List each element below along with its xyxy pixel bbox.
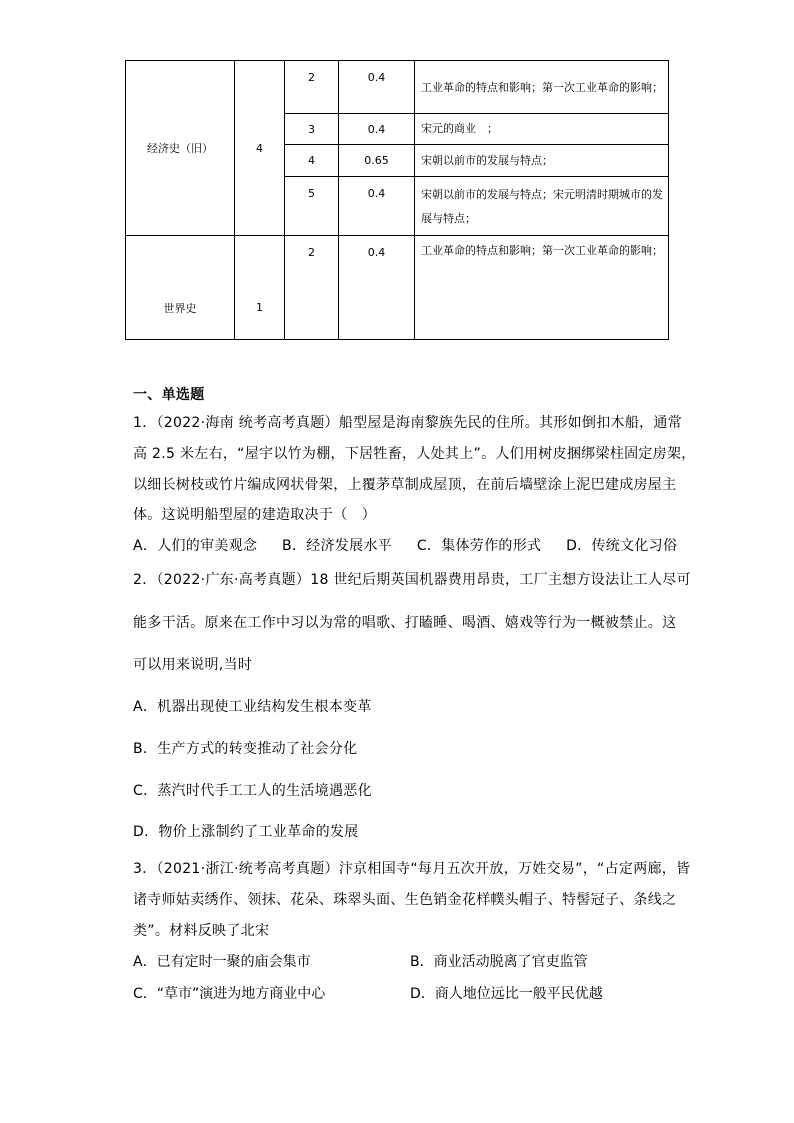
question-line: 类”。材料反映了北宋 <box>133 923 270 939</box>
option-d[interactable]: D．商人地位远比一般平民优越 <box>410 986 603 1002</box>
topic-cell: 宋朝以前市的发展与特点； <box>415 145 669 177</box>
score-cell: 0.4 <box>339 61 415 114</box>
num-cell: 4 <box>285 145 339 177</box>
score-cell: 0.4 <box>339 177 415 236</box>
count-label: 1 <box>256 301 263 314</box>
question-line: 诸寺师姑卖绣作、领抹、花朵、珠翠头面、生色销金花样幞头帽子、特髻冠子、条线之 <box>133 892 677 908</box>
section-title: 一、单选题 <box>133 387 205 403</box>
topic-cell: 工业革命的特点和影响；第一次工业革命的影响； <box>415 236 669 340</box>
topic-cell: 工业革命的特点和影响；第一次工业革命的影响； <box>415 61 669 114</box>
knowledge-distribution-table <box>125 60 669 340</box>
question-line: 可以用来说明,当时 <box>133 657 253 673</box>
score-cell: 0.65 <box>339 145 415 177</box>
num-cell: 5 <box>285 177 339 236</box>
option-a[interactable]: A．已有定时一聚的庙会集市 <box>133 954 311 970</box>
question-line: 体。这说明船型屋的建造取决于（ ） <box>133 507 377 523</box>
option-a[interactable]: A．人们的审美观念 <box>133 538 258 554</box>
score-cell: 0.4 <box>339 114 415 145</box>
option-c[interactable]: C．“草市”演进为地方商业中心 <box>133 986 326 1002</box>
question-line: 1．（2022·海南 统考高考真题）船型屋是海南黎族先民的住所。其形如倒扣木船，通常 <box>133 415 683 431</box>
question-line: 以细长树枝或竹片编成网状骨架，上覆茅草制成屋顶，在前后墙壁涂上泥巴建成房屋主 <box>133 477 677 493</box>
num-cell: 3 <box>285 114 339 145</box>
option-d[interactable]: D．物价上涨制约了工业革命的发展 <box>133 824 359 840</box>
count-cell: 4 <box>235 61 285 236</box>
option-a[interactable]: A．机器出现使工业结构发生根本变革 <box>133 699 372 715</box>
question-line: 3．（2021·浙江·统考高考真题）汴京相国寺“每月五次开放，万姓交易”，“占定两廊，皆 <box>133 861 691 877</box>
option-c[interactable]: C．集体劳作的形式 <box>416 538 542 554</box>
category-label: 世界史 <box>163 301 197 315</box>
option-d[interactable]: D．传统文化习俗 <box>566 538 678 554</box>
options-row <box>133 535 697 555</box>
category-cell <box>126 236 235 340</box>
category-cell: 经济史（旧） <box>126 61 235 236</box>
option-c[interactable]: C．蒸汽时代手工工人的生活境遇恶化 <box>133 783 372 799</box>
question-line: 能多干活。原来在工作中习以为常的唱歌、打瞌睡、喝酒、嬉戏等行为一概被禁止。这 <box>133 615 677 631</box>
question-line: 高 2.5 米左右，“屋宇以竹为棚，下居牲畜，人处其上”。人们用树皮捆绑梁柱固定房架， <box>133 446 696 462</box>
option-b[interactable]: B．生产方式的转变推动了社会分化 <box>133 741 358 757</box>
question-line: 2．（2022·广东·高考真题）18 世纪后期英国机器费用昂贵，工厂主想方设法让工人尽可 <box>133 572 691 588</box>
table-row <box>126 236 669 340</box>
count-cell <box>235 236 285 340</box>
num-cell: 2 <box>285 61 339 114</box>
option-b[interactable]: B．商业活动脱离了官吏监管 <box>410 954 588 970</box>
num-cell: 2 <box>285 236 339 340</box>
score-cell: 0.4 <box>339 236 415 340</box>
table-row <box>126 61 669 114</box>
topic-cell: 宋元的商业 ； <box>415 114 669 145</box>
option-b[interactable]: B．经济发展水平 <box>282 538 393 554</box>
topic-cell: 宋朝以前市的发展与特点；宋元明清时期城市的发展与特点； <box>415 177 669 236</box>
